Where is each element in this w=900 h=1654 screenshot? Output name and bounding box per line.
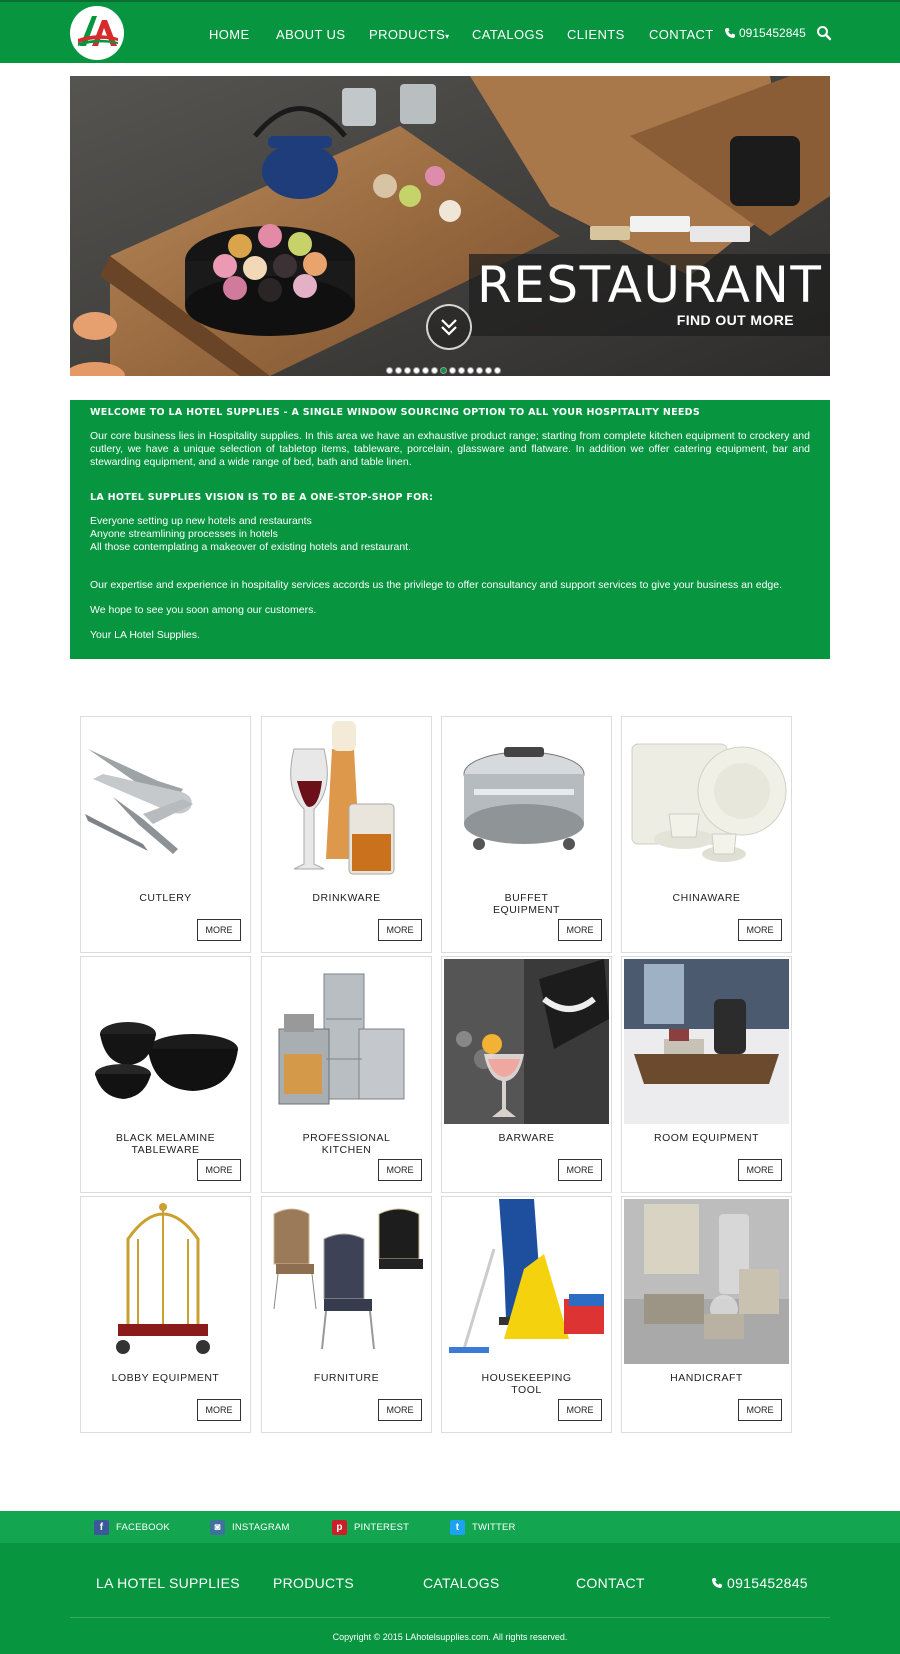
hero-slide-dot[interactable] (440, 367, 447, 374)
pinterest-label: PINTEREST (354, 1522, 410, 1533)
search-icon[interactable] (816, 25, 832, 41)
barware-image[interactable] (444, 959, 609, 1124)
product-card[interactable] (80, 956, 251, 1193)
nav-products-label: PRODUCTS (369, 27, 446, 42)
nav-home[interactable]: HOME (209, 27, 250, 42)
vision-item: All those contemplating a makeover of existing hotels and restaurant. (90, 541, 412, 553)
kitchen-image[interactable] (264, 959, 429, 1124)
facebook-icon: f (94, 1520, 109, 1535)
twitter-label: TWITTER (472, 1522, 516, 1533)
welcome-heading: WELCOME TO LA HOTEL SUPPLIES - A SINGLE WINDOW SOURCING OPTION TO ALL YOUR HOSPITALITY NEEDS (90, 407, 701, 418)
melamine-image[interactable] (83, 959, 248, 1124)
phone-icon (711, 1577, 723, 1589)
product-title: BUFFET EQUIPMENT (493, 892, 560, 916)
nav-products[interactable] (369, 27, 450, 42)
more-button[interactable]: MORE (558, 1399, 602, 1421)
nav-catalogs[interactable]: CATALOGS (472, 27, 545, 42)
more-button[interactable]: MORE (738, 1399, 782, 1421)
footer-link-contact[interactable]: CONTACT (576, 1575, 645, 1591)
product-card[interactable] (621, 716, 792, 953)
instagram-label: INSTAGRAM (232, 1522, 290, 1533)
instagram-icon: ◙ (210, 1520, 225, 1535)
hero-slide-dot[interactable] (449, 367, 456, 374)
product-card[interactable] (621, 1196, 792, 1433)
signoff-text: Your LA Hotel Supplies. (90, 629, 200, 641)
more-button[interactable]: MORE (197, 919, 241, 941)
chinaware-image[interactable] (624, 719, 789, 884)
product-card[interactable] (261, 1196, 432, 1433)
product-card[interactable] (621, 956, 792, 1193)
footer (0, 1543, 900, 1654)
product-card[interactable] (80, 716, 251, 953)
cutlery-image[interactable] (83, 719, 248, 884)
expertise-text: Our expertise and experience in hospitality services accords us the privilege to offer consultancy and support services to give your business an edge. (90, 579, 783, 591)
buffet-image[interactable] (444, 719, 609, 884)
more-button[interactable]: MORE (558, 1159, 602, 1181)
more-button[interactable]: MORE (378, 1159, 422, 1181)
twitter-icon: t (450, 1520, 465, 1535)
hero-title: RESTAURANT (477, 256, 823, 314)
instagram-link[interactable] (210, 1520, 290, 1535)
product-card[interactable] (441, 956, 612, 1193)
phone-icon (724, 27, 736, 39)
product-card[interactable] (261, 716, 432, 953)
hero-slide-dot[interactable] (404, 367, 411, 374)
vision-item: Everyone setting up new hotels and restaurants (90, 515, 312, 527)
footer-link-la-hotel-supplies[interactable]: LA HOTEL SUPPLIES (96, 1575, 240, 1591)
hero-slide-dots (386, 367, 501, 374)
furniture-image[interactable] (264, 1199, 429, 1364)
welcome-intro: Our core business lies in Hospitality supplies. In this area we have an exhaustive product range; starting from complete kitchen equipment to crockery and cutlery, we have a unique selection of tabletop items, tableware, porcelain, glassware and flatware. In addition we offer catering equipment, bar and stewarding equipment, and a wide range of bed, bath and table linen. (90, 430, 810, 468)
lobby-image[interactable] (83, 1199, 248, 1364)
hero-find-out-more-link[interactable]: FIND OUT MORE (676, 312, 794, 328)
hero-slide-dot[interactable] (386, 367, 393, 374)
hero-scroll-down-button[interactable] (426, 304, 472, 350)
product-card[interactable] (80, 1196, 251, 1433)
more-button[interactable]: MORE (197, 1399, 241, 1421)
hero-slider (70, 76, 830, 376)
hero-slide-dot[interactable] (494, 367, 501, 374)
double-chevron-down-icon (428, 306, 470, 348)
welcome-section (70, 400, 830, 659)
social-bar (0, 1511, 900, 1543)
product-title: CHINAWARE (672, 892, 741, 904)
facebook-label: FACEBOOK (116, 1522, 170, 1533)
footer-phone[interactable] (711, 1575, 808, 1591)
hero-caption (469, 254, 830, 336)
product-title: LOBBY EQUIPMENT (111, 1372, 220, 1384)
product-card[interactable] (441, 1196, 612, 1433)
product-title: BARWARE (498, 1132, 555, 1144)
hero-slide-dot[interactable] (476, 367, 483, 374)
product-title: PROFESSIONAL KITCHEN (302, 1132, 391, 1156)
hero-slide-dot[interactable] (485, 367, 492, 374)
more-button[interactable]: MORE (197, 1159, 241, 1181)
product-card[interactable] (441, 716, 612, 953)
footer-divider (70, 1617, 830, 1618)
housekeeping-image[interactable] (444, 1199, 609, 1364)
more-button[interactable]: MORE (378, 919, 422, 941)
product-card[interactable] (261, 956, 432, 1193)
vision-item: Anyone streamlining processes in hotels (90, 528, 278, 540)
header-phone-number: 0915452845 (739, 26, 806, 40)
logo-mark-icon (70, 6, 124, 60)
product-title: HANDICRAFT (670, 1372, 743, 1384)
product-title: ROOM EQUIPMENT (653, 1132, 759, 1144)
more-button[interactable]: MORE (558, 919, 602, 941)
product-title: CUTLERY (139, 892, 192, 904)
vision-heading: LA HOTEL SUPPLIES VISION IS TO BE A ONE-STOP-SHOP FOR: (90, 492, 434, 503)
hero-slide-dot[interactable] (467, 367, 474, 374)
product-title: FURNITURE (313, 1372, 380, 1384)
more-button[interactable]: MORE (738, 919, 782, 941)
pinterest-icon: p (332, 1520, 347, 1535)
twitter-link[interactable] (450, 1520, 516, 1535)
room-image[interactable] (624, 959, 789, 1124)
logo[interactable] (70, 6, 124, 60)
hope-text: We hope to see you soon among our customers. (90, 604, 317, 616)
vision-list (90, 515, 810, 554)
hero-slide-dot[interactable] (431, 367, 438, 374)
hero-slide-dot[interactable] (395, 367, 402, 374)
copyright: Copyright © 2015 LAhotelsupplies.com. All rights reserved. (332, 1632, 568, 1642)
drinkware-image[interactable] (264, 719, 429, 884)
product-title: HOUSEKEEPING TOOL (481, 1372, 572, 1396)
footer-phone-number: 0915452845 (727, 1575, 808, 1591)
header-phone[interactable] (724, 26, 806, 40)
product-title: DRINKWARE (312, 892, 381, 904)
more-button[interactable]: MORE (738, 1159, 782, 1181)
nav-about-us[interactable]: ABOUT US (276, 27, 346, 42)
hero-slide-dot[interactable] (458, 367, 465, 374)
hero-slide-dot[interactable] (422, 367, 429, 374)
product-title: BLACK MELAMINE TABLEWARE (115, 1132, 216, 1156)
footer-link-products[interactable]: PRODUCTS (273, 1575, 354, 1591)
handicraft-image[interactable] (624, 1199, 789, 1364)
hero-slide-dot[interactable] (413, 367, 420, 374)
pinterest-link[interactable] (332, 1520, 409, 1535)
top-navbar (0, 0, 900, 63)
chevron-down-icon: ▾ (445, 32, 450, 41)
footer-link-catalogs[interactable]: CATALOGS (423, 1575, 500, 1591)
nav-contact[interactable]: CONTACT (649, 27, 714, 42)
nav-clients[interactable]: CLIENTS (567, 27, 625, 42)
facebook-link[interactable] (94, 1520, 170, 1535)
more-button[interactable]: MORE (378, 1399, 422, 1421)
